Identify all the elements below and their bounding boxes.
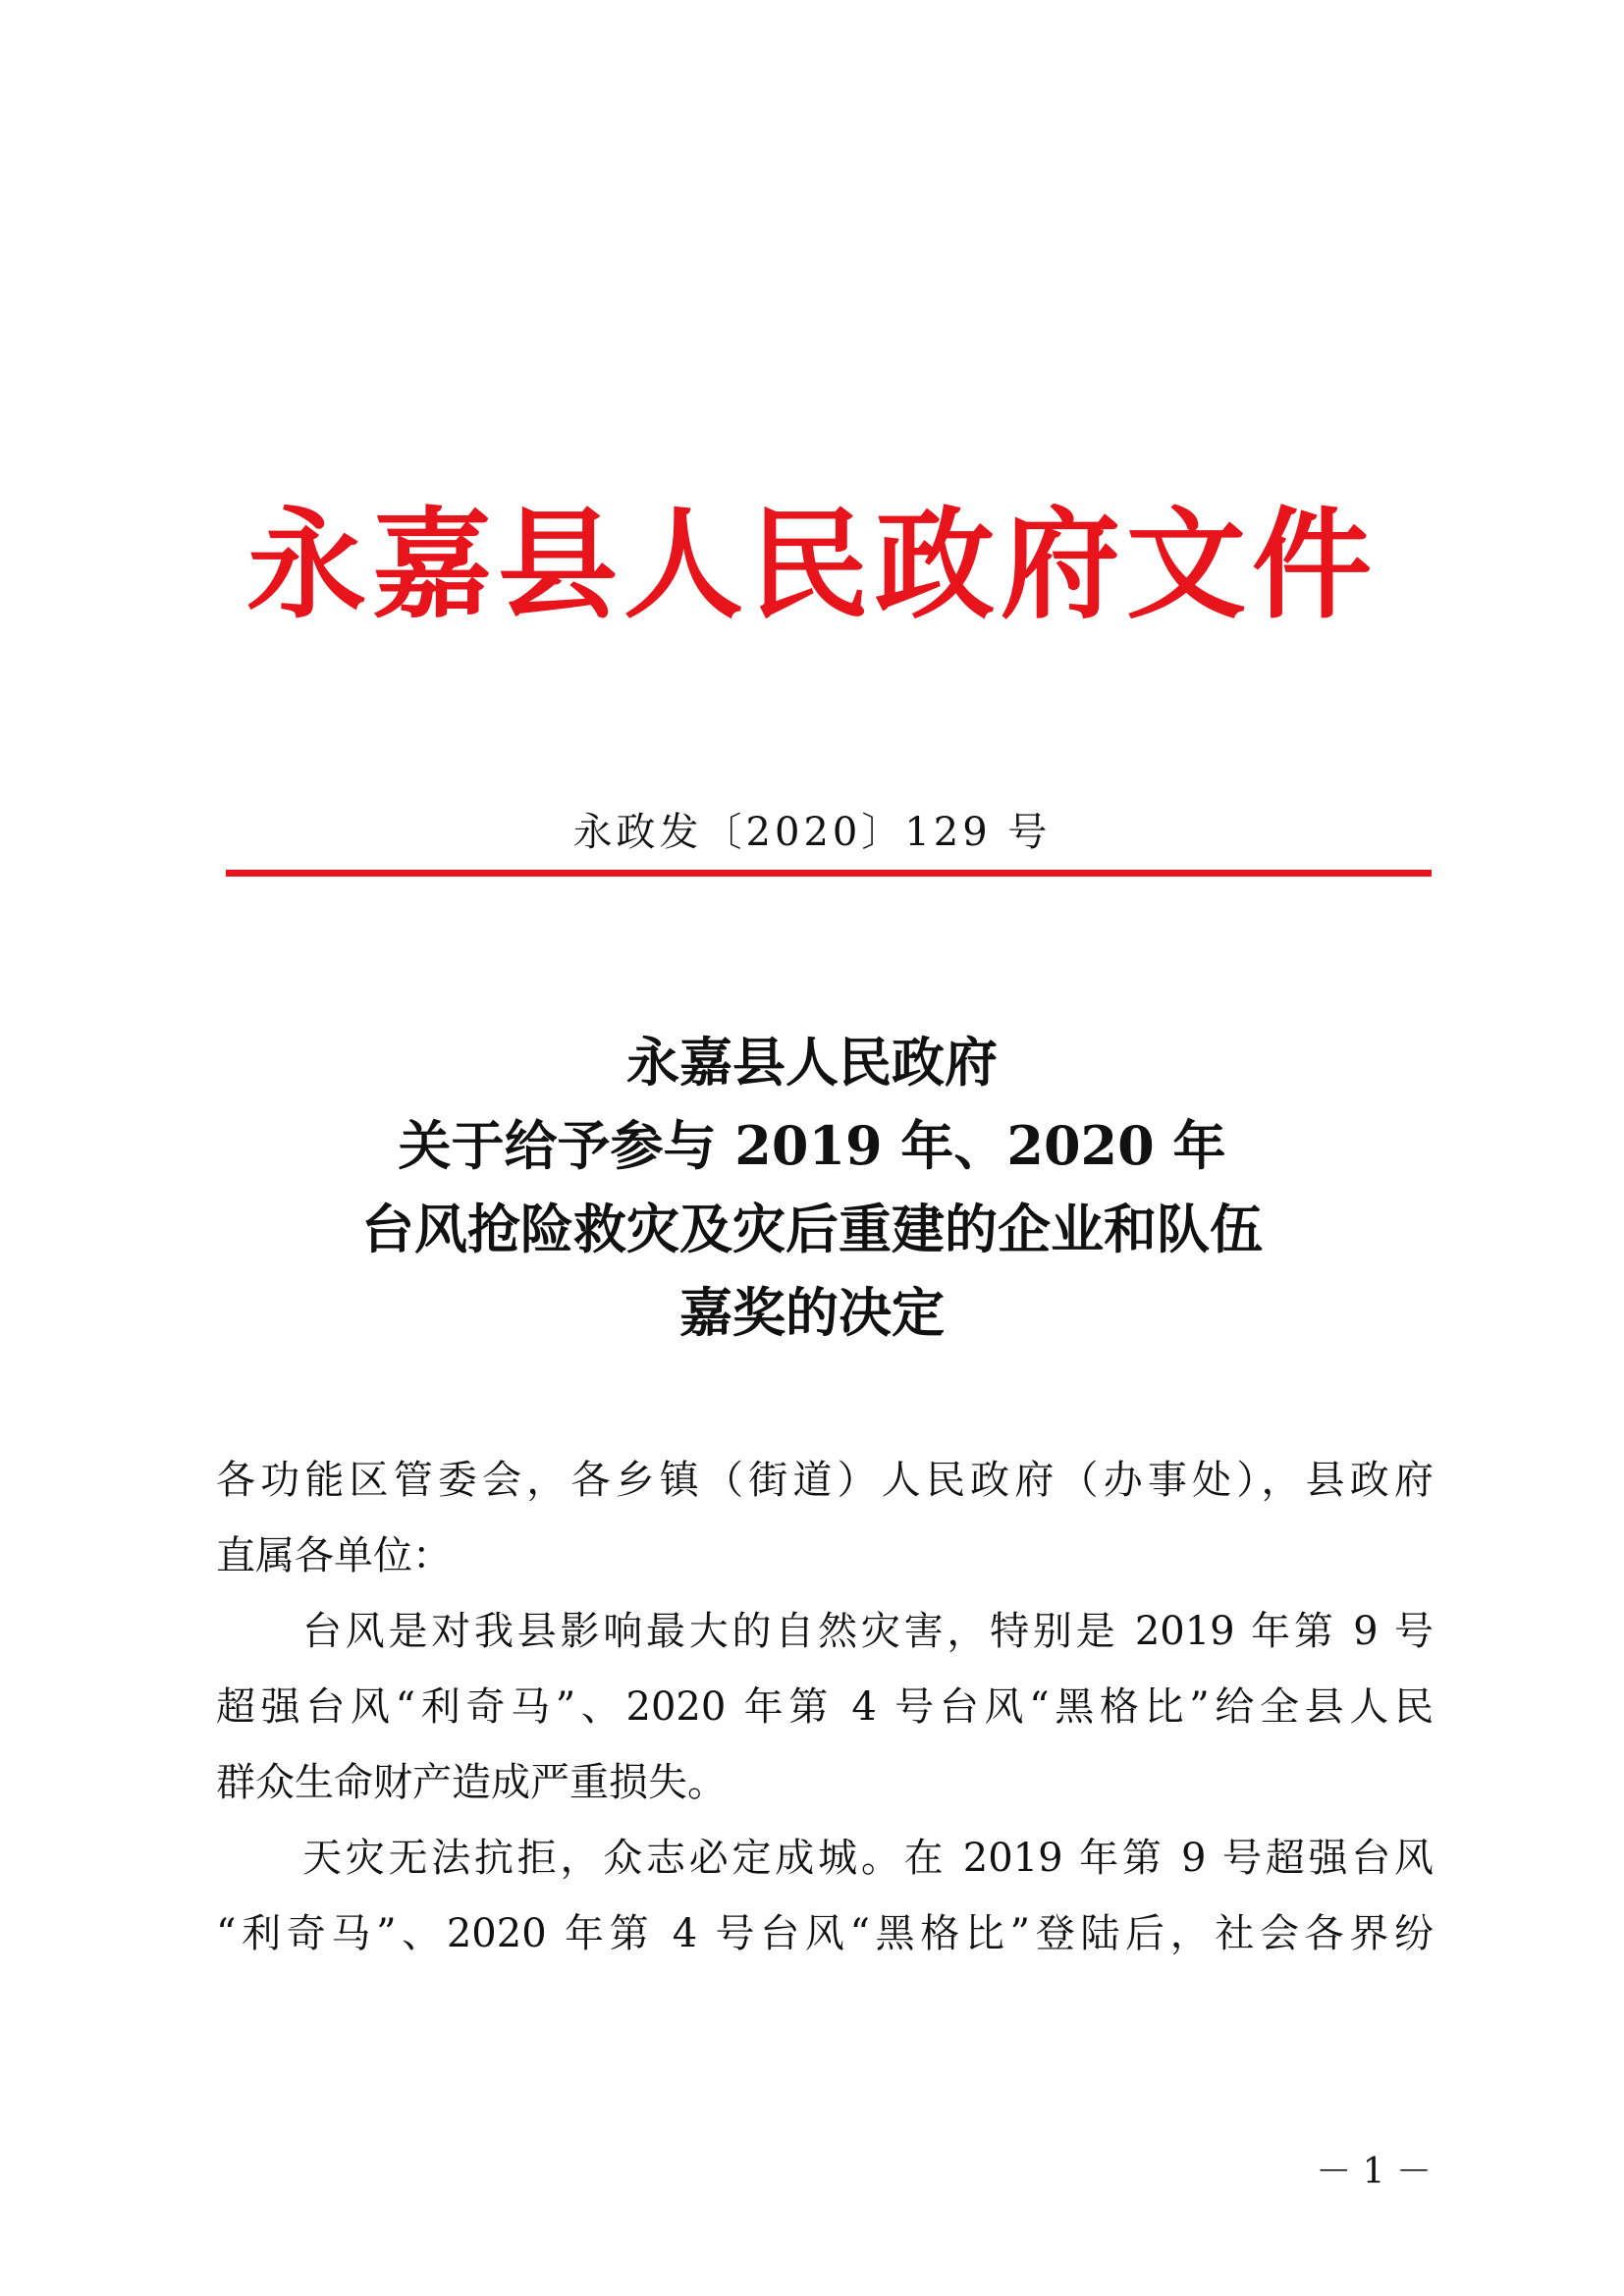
red-divider-line (226, 870, 1432, 877)
title-line: 台风抢险救灾及灾后重建的企业和队伍 (361, 1198, 1263, 1260)
paragraph-line: 超强台风“利奇马”、2020 年第 4 号台风“黑格比”给全县人民 (216, 1684, 1434, 1730)
title-line: 嘉奖的决定 (679, 1281, 945, 1344)
paragraph-line: 天灾无法抗拒，众志必定成城。在 2019 年第 9 号超强台风 (302, 1836, 1434, 1881)
salutation-line: 各功能区管委会，各乡镇（街道）人民政府（办事处），县政府 (216, 1458, 1434, 1503)
paragraph-line: 群众生命财产造成严重损失。 (216, 1760, 727, 1805)
document-number: 永政发〔2020〕129 号 (572, 810, 1052, 855)
salutation-line: 直属各单位： (216, 1533, 452, 1578)
page-number: － 1 － (1316, 2152, 1432, 2192)
document-body (216, 1443, 1434, 1972)
paragraph-line: “利奇马”、2020 年第 4 号台风“黑格比”登陆后，社会各界纷 (216, 1911, 1434, 1956)
document-title (0, 1021, 1624, 1355)
title-line: 永嘉县人民政府 (626, 1031, 998, 1094)
masthead-title: 永嘉县人民政府文件 (246, 494, 1378, 635)
paragraph-line: 台风是对我县影响最大的自然灾害，特别是 2019 年第 9 号 (302, 1609, 1434, 1654)
title-line: 关于给予参与 2019 年、2020 年 (398, 1114, 1226, 1177)
